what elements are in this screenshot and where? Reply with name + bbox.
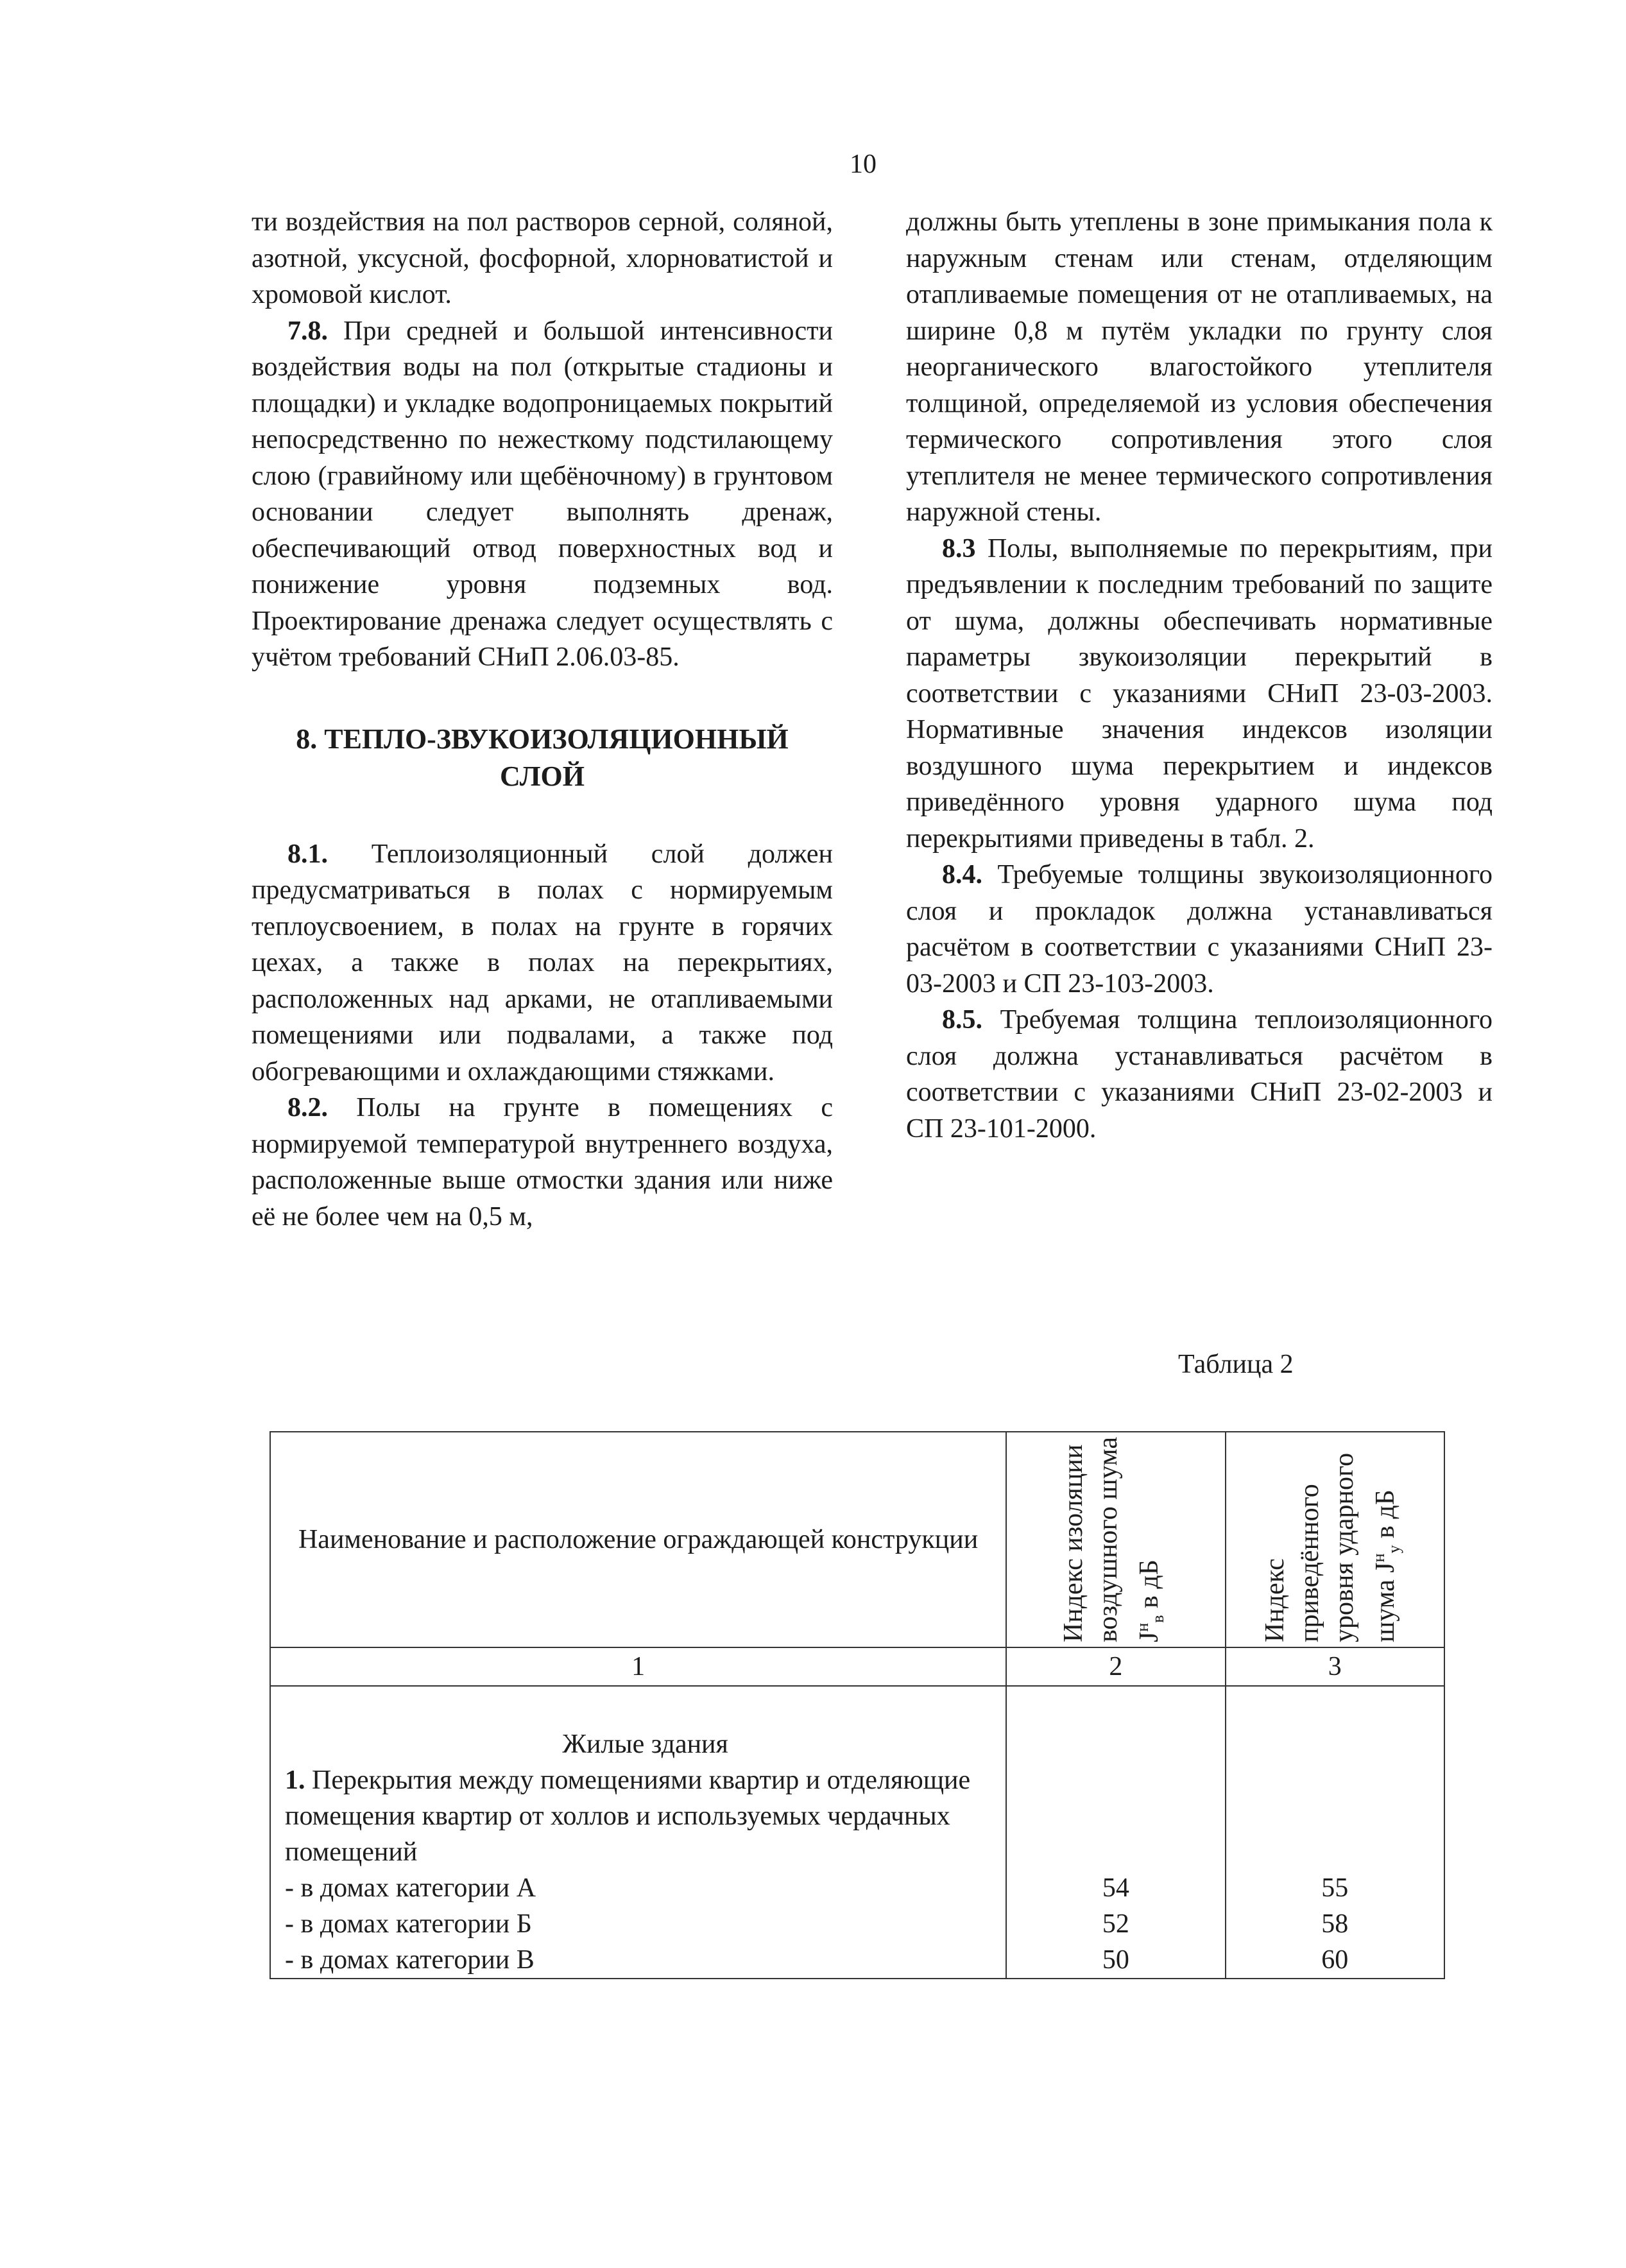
- item-description: [285, 1762, 1006, 1870]
- item-number: 1.: [285, 1765, 305, 1795]
- paragraph-text: Требуемые толщины звукоизоляционного слоя и прокладок должна устанавливаться расчётом в соответствии с указаниями СНиП 23-03-2003 и СП 23-103-2003.: [906, 860, 1493, 999]
- left-column: [252, 204, 833, 1235]
- header-air-noise-text: [1056, 1437, 1176, 1642]
- header-sup: н: [1369, 1553, 1389, 1563]
- header-sub: у: [1385, 1545, 1404, 1554]
- paragraph-number: 8.3: [942, 533, 976, 563]
- air-noise-value: 52: [1102, 1909, 1129, 1939]
- group-title: Жилые здания: [562, 1730, 728, 1759]
- air-noise-values: [1006, 1686, 1225, 1979]
- paragraph-continuation: ти воздействия на пол растворов серной, соляной, азотной, уксусной, фосфорной, хлорноватистой и хромовой кислот.: [252, 207, 833, 309]
- item-text: Перекрытия между помещениями квартир и отделяющие помещения квартир от холлов и используемых чердачных помещений: [285, 1765, 971, 1867]
- heading-line: 8. ТЕПЛО-ЗВУКОИЗОЛЯЦИОННЫЙ: [296, 723, 789, 755]
- column-number: 2: [1006, 1647, 1225, 1686]
- paragraph-8-4: [906, 857, 1493, 1002]
- header-text: Индекс приведённого уровня ударного шума J: [1260, 1452, 1401, 1642]
- table-caption: Таблица 2: [1178, 1350, 1294, 1379]
- paragraph-text: Полы, выполняемые по перекрытиям, при предъявлении к последним требований по защите от шума, должны обеспечивать нормативные параметры звукоизоляции перекрытий в соответствии с указаниями СНиП 23-03-2003. Нормативные значения индексов изоляции воздушного шума перекрытием и индексов приведённого уровня ударного шума под перекрытиями приведены в табл. 2.: [906, 533, 1493, 854]
- impact-noise-value: 58: [1321, 1909, 1349, 1939]
- paragraph-7-8: [252, 313, 833, 676]
- paragraph-continuation: должны быть утеплены в зоне примыкания пола к наружным стенам или стенам, отделяющим отапливаемые помещения от не отапливаемых, на ширине 0,8 м путём укладки по грунту слоя неорганического влагостойкого утеплителя толщиной, определяемой из условия обеспечения термического сопротивления этого слоя утеплителя не менее термического сопротивления наружной стены.: [906, 207, 1493, 527]
- paragraph-8-3: [906, 531, 1493, 857]
- column-number-row: [270, 1647, 1444, 1686]
- row-label: - в домах категории В: [285, 1945, 535, 1975]
- paragraph-number: 7.8.: [287, 316, 328, 346]
- impact-noise-value: 60: [1321, 1945, 1349, 1975]
- air-noise-value: 54: [1102, 1873, 1129, 1903]
- paragraph-text: Теплоизоляционный слой должен предусматриваться в полах с нормируемым теплоусвоением, в полах на грунте в горячих цехах, а также в полах на перекрытиях, расположенных над арками, не отапливаемыми помещениями или подвалами, а также под обогревающими и охлаждающими стяжками.: [252, 839, 833, 1087]
- paragraph-text: Требуемая толщина теплоизоляционного слоя должна устанавливаться расчётом в соответствии с указаниями СНиП 23-02-2003 и СП 23-101-2000.: [906, 1005, 1493, 1144]
- column-number: 3: [1226, 1647, 1444, 1686]
- page-number: 10: [850, 150, 877, 179]
- norms-table: [270, 1431, 1445, 1979]
- paragraph-number: 8.5.: [942, 1005, 982, 1035]
- row-description: [270, 1686, 1006, 1979]
- header-sub: в: [1149, 1615, 1168, 1623]
- header-impact-noise: [1226, 1432, 1444, 1647]
- right-column: [906, 204, 1493, 1147]
- paragraph-8-5: [906, 1002, 1493, 1147]
- paragraph-number: 8.2.: [287, 1093, 328, 1122]
- impact-noise-values: [1226, 1686, 1444, 1979]
- header-impact-noise-text: [1258, 1437, 1412, 1642]
- paragraph-text: При средней и большой интенсивности воздействия воды на пол (открытые стадионы и площадки) и укладке водопроницаемых покрытий непосредственно по нежесткому подстилающему слою (гравийному или щебёночному) в грунтовом основании следует выполнять дренаж, обеспечивающий отвод поверхностных вод и понижение уровня подземных вод. Проектирование дренажа следует осуществлять с учётом требований СНиП 2.06.03-85.: [252, 316, 833, 672]
- column-number: 1: [270, 1647, 1006, 1686]
- table-header-row: [270, 1432, 1444, 1647]
- impact-noise-value: 55: [1321, 1873, 1349, 1903]
- header-text: Индекс изоляции воздушного шума J: [1058, 1437, 1164, 1642]
- header-air-noise: [1006, 1432, 1225, 1647]
- heading-line: СЛОЙ: [500, 760, 585, 792]
- row-label: - в домах категории Б: [285, 1909, 532, 1939]
- paragraph-8-2: [252, 1090, 833, 1235]
- paragraph-8-1: [252, 836, 833, 1090]
- section-heading: [252, 721, 833, 795]
- table-body-row: [270, 1686, 1444, 1979]
- header-sup: н: [1133, 1622, 1152, 1632]
- air-noise-value: 50: [1102, 1945, 1129, 1975]
- paragraph-number: 8.4.: [942, 860, 982, 889]
- row-label: - в домах категории А: [285, 1873, 536, 1903]
- paragraph-number: 8.1.: [287, 839, 328, 869]
- header-unit: в дБ: [1134, 1559, 1164, 1615]
- header-unit: в дБ: [1371, 1490, 1401, 1545]
- paragraph-text: Полы на грунте в помещениях с нормируемой температурой внутреннего воздуха, расположенные выше отмостки здания или ниже её не более чем на 0,5 м,: [252, 1093, 833, 1232]
- header-name: Наименование и расположение ограждающей конструкции: [270, 1432, 1006, 1647]
